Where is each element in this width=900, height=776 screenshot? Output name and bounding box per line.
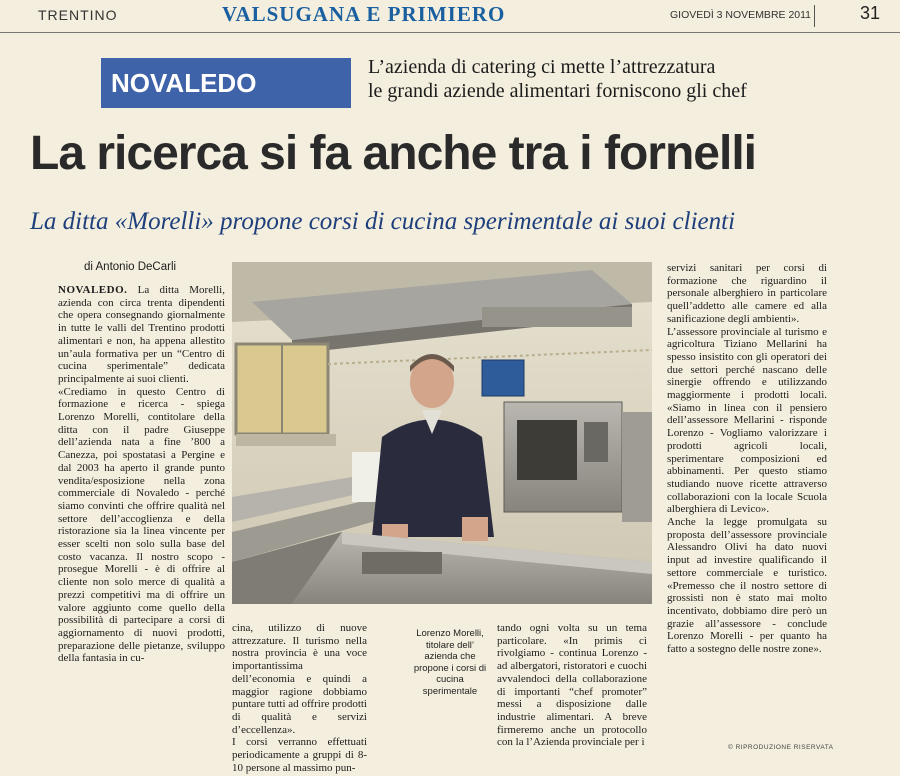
column-4-paragraph-3: Anche la legge promulgata su proposta dell’assessore provinciale Alessandro Olivi ha dato nuovi input ad investire qualificando il settore commerciale e turistico. «Premesso che il nostro settore di grossisti non è stato mai molto incentivato, dobbiamo dire però un grazie all’assessore - conclude Lorenzo Morelli - per quanto ha fatto a sostegno delle nostre zone». [667, 516, 827, 656]
page-number: 31 [860, 3, 881, 23]
page-section-title: VALSUGANA E PRIMIERO [222, 2, 506, 26]
place-tag: NOVALEDO [101, 58, 351, 108]
photo-caption: Lorenzo Morelli, titolare dell’ azienda che propone i corsi di cucina sperimentale [413, 628, 487, 697]
byline: di Antonio DeCarli [84, 261, 177, 273]
article-column-3 [497, 622, 647, 749]
article-column-4 [667, 262, 827, 656]
kitchen-photo [232, 262, 652, 604]
column-2-paragraph-1: cina, utilizzo di nuove attrezzature. Il turismo nella nostra provincia è una voce importantissima dell’economia e quindi a maggior ragione dobbiamo puntare tutti ad offrire prodotti di qualità e servizi d’eccellenza». [232, 622, 367, 736]
header-divider [814, 5, 815, 27]
article-column-1 [58, 284, 225, 665]
copyright-notice: © RIPRODUZIONE RISERVATA [728, 744, 834, 751]
column-1-paragraph-2: «Crediamo in questo Centro di formazione e ricerca - spiega Lorenzo Morelli, contitolare della ditta con il padre Giuseppe dell’azienda nata a fine ’800 a Canezza, poi spostatasi a Pergine e dal 2003 ha aperto il grande punto vendita/esposizione nella zona commerciale di Novaledo - perché siamo convinti che offrire qualità nel settore dell’accoglienza e della ristorazione sia la linea vincente per esser scelti non solo sulla base del costo vacanza. Il nostro scopo - prosegue Morelli - è di offrire al cliente non solo merce di qualità a prezzi competitivi ma di offrire un valore aggiunto come quello della possibilità di partecipare a corsi di aggiornamento di nuovi prodotti, preparazione delle pietanze, sviluppo della fantasia in cu- [58, 385, 225, 665]
kicker-line-1: L’azienda di catering ci mette l’attrezzatura [368, 56, 716, 78]
headline: La ricerca si fa anche tra i fornelli [30, 127, 756, 180]
column-1-paragraph-1: NOVALEDO. La ditta Morelli, azienda con circa trenta dipendenti che opera consegnando giornalmente in tutte le valli del Trentino prodotti alimentari e non, ha appena allestito un’aula formativa per un “Centro di cucina sperimentale” dedicata principalmente ai suoi clienti. [58, 284, 225, 385]
column-2-paragraph-2: I corsi verranno effettuati periodicamente a gruppi di 8-10 persone al massimo pun- [232, 736, 367, 774]
subheadline: La ditta «Morelli» propone corsi di cucina sperimentale ai suoi clienti [30, 208, 736, 235]
section-label: TRENTINO [38, 7, 118, 23]
kicker-line-2: le grandi aziende alimentari forniscono gli chef [368, 80, 747, 102]
column-4-paragraph-1: servizi sanitari per corsi di formazione che riguardino il personale alberghiero in particolare quell’addetto alle camere ed alla sanificazione degli ambienti». [667, 262, 827, 325]
column-4-paragraph-2: L’assessore provinciale al turismo e agricoltura Tiziano Mellarini ha spesso insistito con gli operatori dei due settori perché nascano delle sinergie offrendo e utilizzando maggiormente i prodotti locali. «Siamo in linea con il pensiero dell’assessore Mellarini - risponde Lorenzo - Vogliamo valorizzare i prodotti agricoli locali, sperimentare composizioni ed abbinamenti. Per questo stiamo studiando nuove ricette attraverso collaborazioni con la locale Scuola alberghiera di Levico». [667, 325, 827, 516]
column-3-paragraph-1: tando ogni volta su un tema particolare. «In primis ci rivolgiamo - continua Lorenzo - ad albergatori, ristoratori e cuochi avvalendoci della collaborazione di importanti “chef promoter” messi a disposizione dalle industrie alimentari. A breve firmeremo anche un protocollo con la l’Azienda provinciale per i [497, 622, 647, 749]
dateline: NOVALEDO. [58, 284, 128, 296]
article-column-2 [232, 622, 367, 774]
header-rule [0, 32, 900, 33]
issue-date: GIOVEDÌ 3 NOVEMBRE 2011 [670, 9, 812, 21]
